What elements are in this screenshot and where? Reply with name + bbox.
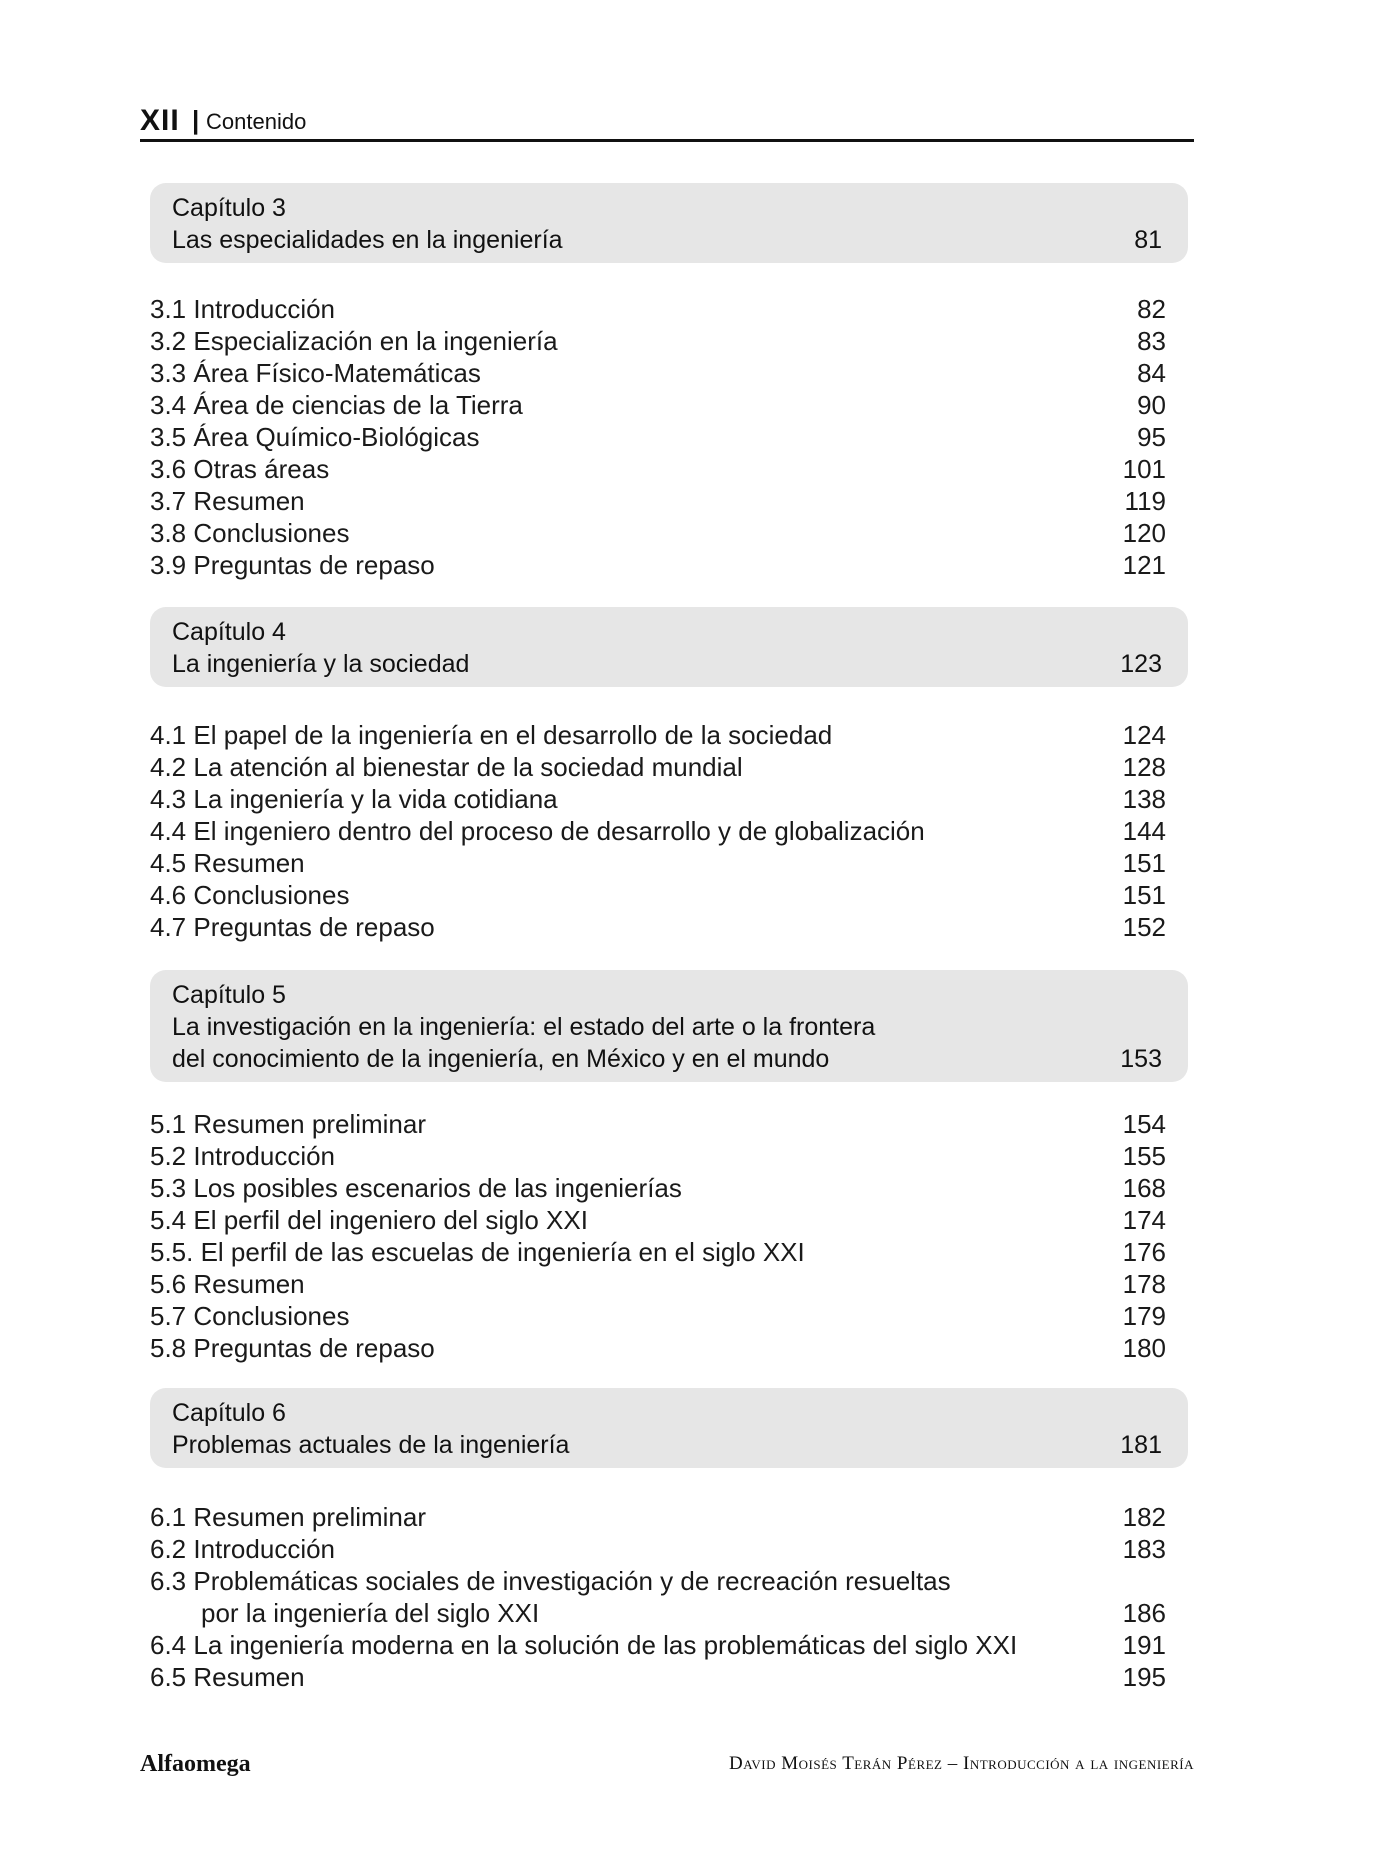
entry-title: 6.1 Resumen preliminar <box>150 1502 427 1532</box>
chapter-3-box <box>150 183 1188 263</box>
page-header <box>140 104 1194 142</box>
entry-page: 183 <box>1122 1534 1166 1564</box>
toc-entry[interactable] <box>150 1533 1166 1565</box>
entry-page: 84 <box>1137 358 1166 388</box>
toc-entry[interactable] <box>150 1332 1166 1364</box>
toc-entry[interactable] <box>150 911 1166 943</box>
entry-title: 5.7 Conclusiones <box>150 1301 350 1331</box>
entry-page: 128 <box>1122 752 1166 782</box>
entry-title: 3.9 Preguntas de repaso <box>150 550 435 580</box>
author-title: David Moisés Terán Pérez – Introducción a la ingeniería <box>728 1753 1194 1774</box>
toc-entry[interactable] <box>150 1629 1166 1661</box>
toc-entry[interactable] <box>150 783 1166 815</box>
entry-title: 6.3 Problemáticas sociales de investigación y de recreación resueltas <box>150 1566 951 1596</box>
entry-title: 4.5 Resumen <box>150 848 305 878</box>
entry-title: 4.4 El ingeniero dentro del proceso de desarrollo y de globalización <box>150 816 925 846</box>
entry-page: 82 <box>1137 294 1166 324</box>
chapter-title-line2: del conocimiento de la ingeniería, en México y en el mundo <box>172 1045 830 1073</box>
chapter-6-entries <box>150 1501 1166 1693</box>
entry-title: 5.5. El perfil de las escuelas de ingeniería en el siglo XXI <box>150 1237 805 1267</box>
toc-entry[interactable] <box>150 1661 1166 1693</box>
chapter-page: 81 <box>1134 226 1162 254</box>
toc-entry[interactable] <box>150 1236 1166 1268</box>
toc-entry[interactable] <box>150 325 1166 357</box>
entry-title: 5.8 Preguntas de repaso <box>150 1333 435 1363</box>
toc-entry[interactable] <box>150 357 1166 389</box>
entry-title: 5.1 Resumen preliminar <box>150 1109 427 1139</box>
entry-page: 176 <box>1122 1237 1166 1267</box>
entry-title: 3.3 Área Físico-Matemáticas <box>150 358 481 388</box>
section-name: Contenido <box>206 109 307 134</box>
chapter-page: 181 <box>1120 1431 1162 1459</box>
chapter-title: Problemas actuales de la ingeniería <box>172 1431 570 1459</box>
toc-entry[interactable] <box>150 815 1166 847</box>
toc-entry[interactable] <box>150 421 1166 453</box>
entry-title: 3.7 Resumen <box>150 486 305 516</box>
chapter-6-box <box>150 1388 1188 1468</box>
entry-page: 168 <box>1122 1173 1166 1203</box>
toc-entry[interactable] <box>150 549 1166 581</box>
entry-title: 3.6 Otras áreas <box>150 454 330 484</box>
toc-entry[interactable] <box>150 1204 1166 1236</box>
entry-page: 121 <box>1122 550 1166 580</box>
entry-title: 6.4 La ingeniería moderna en la solución de las problemáticas del siglo XXI <box>150 1630 1018 1660</box>
toc-entry[interactable] <box>150 1108 1166 1140</box>
toc-entry[interactable] <box>150 719 1166 751</box>
chapter-title: La ingeniería y la sociedad <box>172 650 470 678</box>
entry-page: 151 <box>1122 880 1166 910</box>
entry-title: 3.1 Introducción <box>150 294 336 324</box>
entry-title: 6.5 Resumen <box>150 1662 305 1692</box>
entry-title: 4.3 La ingeniería y la vida cotidiana <box>150 784 558 814</box>
chapter-page: 153 <box>1120 1045 1162 1073</box>
entry-page: 174 <box>1122 1205 1166 1235</box>
entry-page: 152 <box>1122 912 1166 942</box>
entry-title-line2: por la ingeniería del siglo XXI <box>201 1598 540 1628</box>
entry-page: 155 <box>1122 1141 1166 1171</box>
chapter-title: Las especialidades en la ingeniería <box>172 226 563 254</box>
entry-title: 6.2 Introducción <box>150 1534 336 1564</box>
entry-page: 138 <box>1122 784 1166 814</box>
toc-entry[interactable] <box>150 1565 1166 1629</box>
entry-page: 124 <box>1122 720 1166 750</box>
toc-entry[interactable] <box>150 453 1166 485</box>
entry-page: 120 <box>1122 518 1166 548</box>
entry-page: 83 <box>1137 326 1166 356</box>
entry-page: 195 <box>1122 1662 1166 1692</box>
entry-page: 179 <box>1122 1301 1166 1331</box>
entry-page: 182 <box>1122 1502 1166 1532</box>
entry-page: 191 <box>1122 1630 1166 1660</box>
entry-page: 90 <box>1137 390 1166 420</box>
publisher-name: Alfaomega <box>140 1751 251 1777</box>
entry-title: 3.4 Área de ciencias de la Tierra <box>150 390 523 420</box>
entry-title: 3.8 Conclusiones <box>150 518 350 548</box>
entry-page: 101 <box>1122 454 1166 484</box>
entry-page: 178 <box>1122 1269 1166 1299</box>
chapter-label: Capítulo 6 <box>172 1399 286 1427</box>
entry-page: 154 <box>1122 1109 1166 1139</box>
entry-title: 5.6 Resumen <box>150 1269 305 1299</box>
toc-entry[interactable] <box>150 1140 1166 1172</box>
toc-entry[interactable] <box>150 1501 1166 1533</box>
chapter-4-entries <box>150 719 1166 943</box>
entry-page: 95 <box>1137 422 1166 452</box>
entry-page: 151 <box>1122 848 1166 878</box>
toc-entry[interactable] <box>150 751 1166 783</box>
entry-page: 144 <box>1122 816 1166 846</box>
chapter-3-entries <box>150 293 1166 581</box>
chapter-label: Capítulo 5 <box>172 981 286 1009</box>
entry-title: 5.4 El perfil del ingeniero del siglo XXI <box>150 1205 588 1235</box>
toc-entry[interactable] <box>150 389 1166 421</box>
toc-entry[interactable] <box>150 1172 1166 1204</box>
chapter-label: Capítulo 3 <box>172 194 286 222</box>
toc-entry[interactable] <box>150 517 1166 549</box>
entry-title: 5.2 Introducción <box>150 1141 336 1171</box>
chapter-label: Capítulo 4 <box>172 618 286 646</box>
page-number: XII <box>140 104 180 137</box>
entry-title: 4.7 Preguntas de repaso <box>150 912 435 942</box>
entry-page: 180 <box>1122 1333 1166 1363</box>
toc-entry[interactable] <box>150 1268 1166 1300</box>
chapter-title: La investigación en la ingeniería: el estado del arte o la frontera <box>172 1013 876 1041</box>
toc-entry[interactable] <box>150 293 1166 325</box>
chapter-5-entries <box>150 1108 1166 1364</box>
toc-entry[interactable] <box>150 485 1166 517</box>
entry-title: 3.5 Área Químico-Biológicas <box>150 422 480 452</box>
toc-entry[interactable] <box>150 879 1166 911</box>
header-separator: | <box>192 105 200 135</box>
entry-title: 5.3 Los posibles escenarios de las ingenierías <box>150 1173 682 1203</box>
entry-page: 119 <box>1124 486 1166 516</box>
chapter-5-box <box>150 970 1188 1082</box>
toc-entry[interactable] <box>150 1300 1166 1332</box>
entry-title: 3.2 Especialización en la ingeniería <box>150 326 558 356</box>
toc-entry[interactable] <box>150 847 1166 879</box>
entry-page: 186 <box>1122 1598 1166 1628</box>
chapter-4-box <box>150 607 1188 687</box>
entry-title: 4.1 El papel de la ingeniería en el desarrollo de la sociedad <box>150 720 833 750</box>
entry-title: 4.2 La atención al bienestar de la sociedad mundial <box>150 752 743 782</box>
chapter-page: 123 <box>1120 650 1162 678</box>
entry-title: 4.6 Conclusiones <box>150 880 350 910</box>
